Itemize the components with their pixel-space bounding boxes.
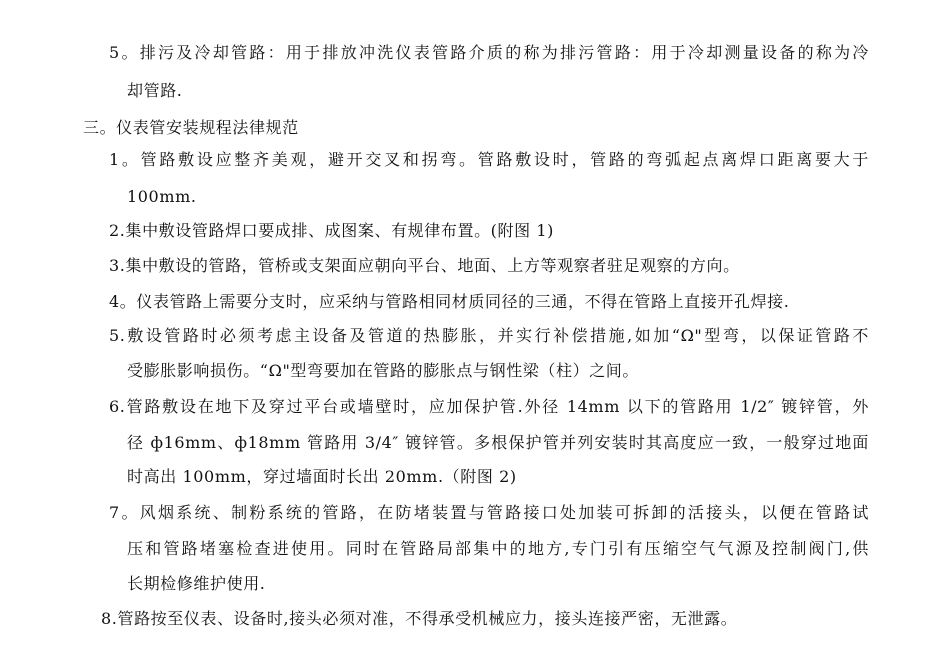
item-5-line1: 5.敷设管路时必须考虑主设备及管道的热膨胀，并实行补偿措施,如加“Ω"型弯，以保证管路不 <box>109 326 869 345</box>
item-7-line3: 长期检修维护使用. <box>127 574 266 593</box>
item-3: 3.集中敷设的管路，管桥或支架面应朝向平台、地面、上方等观察者驻足观察的方向。 <box>109 256 740 275</box>
item-7-line2: 压和管路堵塞检查进使用。同时在管路局部集中的地方,专门引有压缩空气气源及控制阀门,供 <box>127 539 869 558</box>
item-5-drain-cooling-line1: 5。排污及冷却管路：用于排放冲洗仪表管路介质的称为排污管路：用于冷却测量设备的称为冷 <box>109 43 869 62</box>
item-4: 4。仪表管路上需要分支时，应采纳与管路相同材质同径的三通，不得在管路上直接开孔焊接. <box>109 292 790 311</box>
item-6-line2: 径 ф16mm、ф18mm 管路用 3/4″ 镀锌管。多根保护管并列安装时其高度应一致，一般穿过地面 <box>127 433 869 452</box>
item-7-line1: 7。风烟系统、制粉系统的管路，在防堵装置与管路接口处加装可拆卸的活接头，以便在管路试 <box>109 503 869 522</box>
item-1-line2: 100mm. <box>127 187 197 206</box>
item-1-line1: 1。管路敷设应整齐美观，避开交叉和拐弯。管路敷设时，管路的弯弧起点离焊口距离要大于 <box>109 150 869 169</box>
item-5-drain-cooling-line2: 却管路. <box>127 81 183 100</box>
item-5-line2: 受膨胀影响损伤。“Ω"型弯要加在管路的膨胀点与钢性梁（柱）之间。 <box>127 361 640 380</box>
item-2: 2.集中敷设管路焊口要成排、成图案、有规律布置。(附图 1) <box>109 221 555 240</box>
item-6-line1: 6.管路敷设在地下及穿过平台或墙壁时，应加保护管.外径 14mm 以下的管路用 1/2″ 镀锌管，外 <box>109 397 869 416</box>
item-6-line3: 时高出 100mm，穿过墙面时长出 20mm.（附图 2) <box>127 467 517 486</box>
item-8: 8.管路按至仪表、设备时,接头必须对准，不得承受机械应力，接头连接严密，无泄露。 <box>101 609 738 628</box>
section-3-heading: 三。仪表管安装规程法律规范 <box>83 118 299 137</box>
